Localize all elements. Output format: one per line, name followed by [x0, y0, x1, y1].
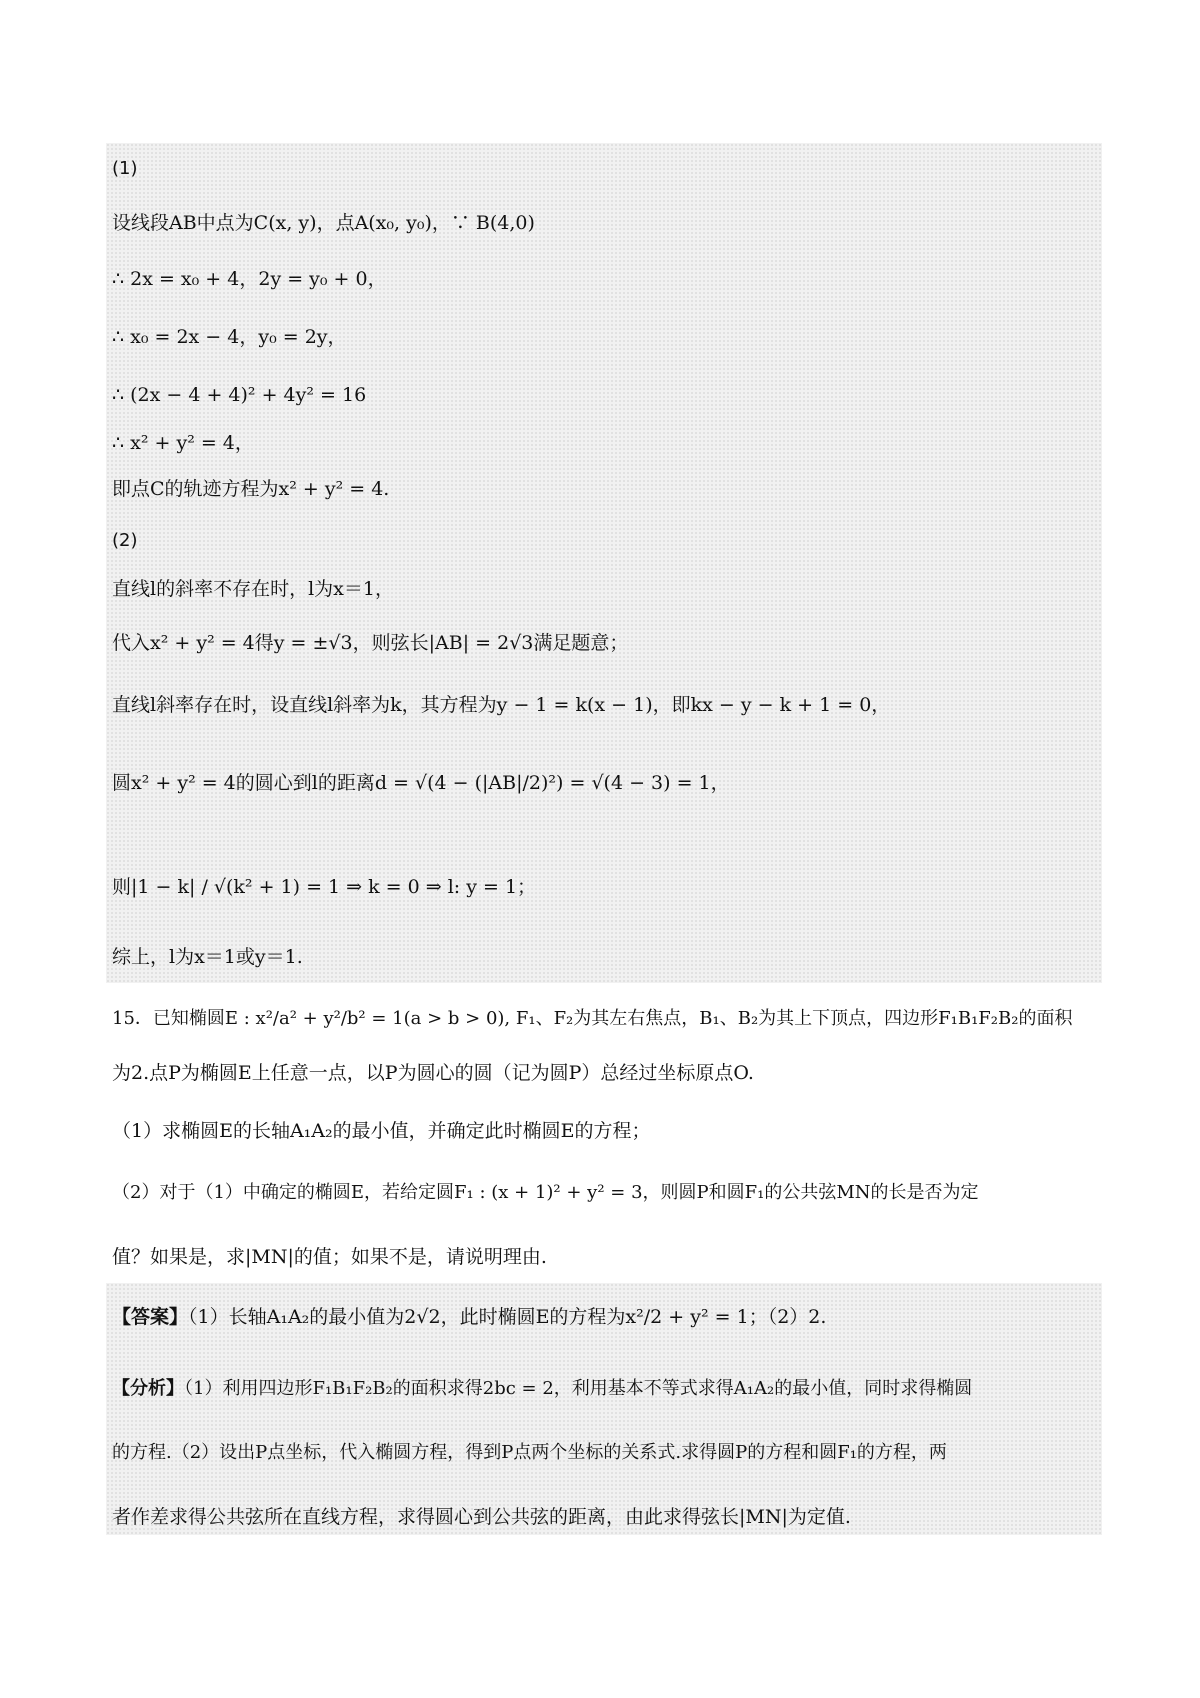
analysis-tag: 【分析】 [112, 1378, 184, 1399]
part1-line-1: 设线段AB中点为C(x, y)，点A(x₀, y₀)，∵ B(4,0) [112, 212, 535, 234]
part1-line-3: ∴ x₀ = 2x − 4，y₀ = 2y， [112, 326, 347, 348]
answer-text: （1）长轴A₁A₂的最小值为2√2，此时椭圆E的方程为x²/2 + y² = 1；（2）2. [188, 1306, 827, 1328]
answer-line [112, 1304, 826, 1330]
part1-line-4: ∴ (2x − 4 + 4)² + 4y² = 16 [112, 384, 367, 406]
answer-tag: 【答案】 [112, 1306, 189, 1328]
analysis-line-1 [112, 1376, 972, 1402]
part1-line-2: ∴ 2x = x₀ + 4，2y = y₀ + 0， [112, 268, 387, 290]
problem15-question-1: （1）求椭圆E的长轴A₁A₂的最小值，并确定此时椭圆E的方程； [112, 1120, 651, 1142]
analysis-text-1: （1）利用四边形F₁B₁F₂B₂的面积求得2bc = 2，利用基本不等式求得A₁A₂的最小值，同时求得椭圆 [184, 1378, 973, 1399]
part1-line-6: 即点C的轨迹方程为x² + y² = 4. [112, 478, 390, 500]
analysis-line-2: 的方程.（2）设出P点坐标，代入椭圆方程，得到P点两个坐标的关系式.求得圆P的方程和圆F₁的方程，两 [112, 1442, 947, 1463]
part2-line-1: 直线l的斜率不存在时，l为x＝1， [112, 578, 394, 600]
problem15-question-2-line-2: 值？如果是，求|MN|的值；如果不是，请说明理由. [112, 1246, 547, 1268]
problem15-line-1: 15．已知椭圆E : x²/a² + y²/b² = 1(a > b > 0), F₁、F₂为其左右焦点，B₁、B₂为其上下顶点，四边形F₁B₁F₂B₂的面积 [112, 1008, 1073, 1029]
part2-line-5: 则|1 − k| / √(k² + 1) = 1 ⇒ k = 0 ⇒ l: y = 1； [112, 876, 537, 898]
analysis-line-3: 者作差求得公共弦所在直线方程，求得圆心到公共弦的距离，由此求得弦长|MN|为定值. [112, 1506, 851, 1528]
part2-line-6: 综上，l为x＝1或y＝1. [112, 946, 303, 968]
part2-line-4: 圆x² + y² = 4的圆心到l的距离d = √(4 − (|AB|/2)²) = √(4 − 3) = 1， [112, 772, 730, 794]
problem15-line-2: 为2.点P为椭圆E上任意一点，以P为圆心的圆（记为圆P）总经过坐标原点O. [112, 1062, 754, 1084]
part2-label: (2) [112, 530, 138, 551]
part1-line-5: ∴ x² + y² = 4， [112, 432, 254, 454]
part2-line-3: 直线l斜率存在时，设直线l斜率为k，其方程为y − 1 = k(x − 1)，即kx − y − k + 1 = 0， [112, 694, 891, 716]
problem15-question-2-line-1: （2）对于（1）中确定的椭圆E，若给定圆F₁ : (x + 1)² + y² = 3，则圆P和圆F₁的公共弦MN的长是否为定 [112, 1182, 979, 1203]
part2-line-2: 代入x² + y² = 4得y = ±√3，则弦长|AB| = 2√3满足题意； [112, 632, 629, 654]
part1-label: (1) [112, 158, 138, 179]
